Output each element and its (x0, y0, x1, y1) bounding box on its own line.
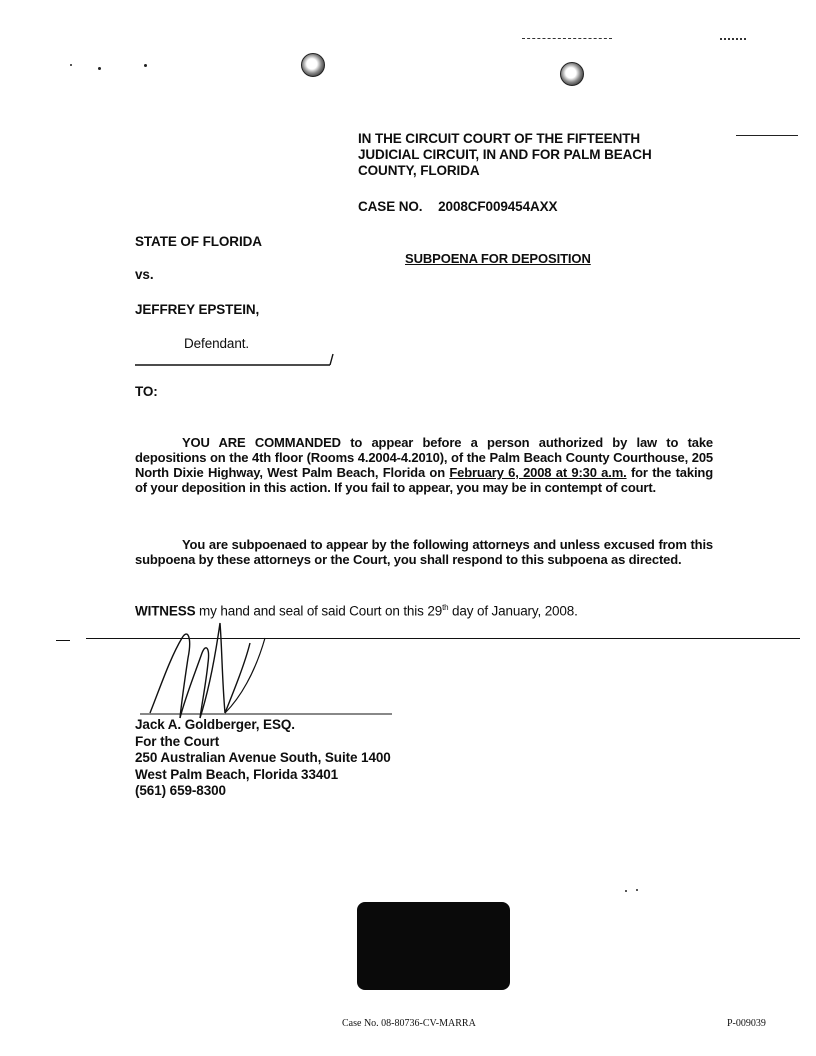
attorney-phone: (561) 659-8300 (135, 783, 226, 798)
scan-speck (144, 64, 147, 67)
scan-speck (98, 67, 101, 70)
witness-label: WITNESS (135, 603, 196, 619)
attorney-address-line: West Palm Beach, Florida 33401 (135, 766, 339, 782)
signature-block (135, 717, 391, 800)
command-paragraph (135, 435, 713, 495)
command-text: YOU ARE COMMANDED to appear before a person authorized by law to take depositions on the 4th floor (Rooms 4.2004-4.2010), of the Palm Beach County Courthouse, 205 North Dixie Highway, West Palm Beach, Florida on (135, 435, 713, 480)
punch-hole-icon (301, 53, 325, 77)
footer-page-id: P-009039 (727, 1018, 766, 1029)
versus: vs. (135, 267, 154, 282)
witness-superscript: th (442, 603, 449, 612)
court-header-line: IN THE CIRCUIT COURT OF THE FIFTEENTH (358, 131, 641, 146)
scan-speck (625, 890, 627, 892)
caption-rule (134, 350, 339, 370)
redaction-block (357, 902, 510, 990)
attorney-name: Jack A. Goldberger, ESQ. (135, 717, 295, 732)
deposition-date: February 6, 2008 at 9:30 a.m. (449, 465, 627, 480)
attorney-address-line: 250 Australian Avenue South, Suite 1400 (135, 750, 391, 765)
attorney-role: For the Court (135, 733, 220, 749)
defendant-name: JEFFREY EPSTEIN, (135, 302, 260, 317)
scan-dashes (522, 38, 612, 39)
case-number: 2008CF009454AXX (438, 199, 558, 214)
scan-line (736, 135, 798, 136)
footer-case-number: Case No. 08-80736-CV-MARRA (342, 1018, 476, 1029)
punch-hole-icon (560, 62, 584, 86)
witness-text-end: day of January, 2008. (448, 603, 578, 619)
court-header-line: COUNTY, FLORIDA (358, 163, 480, 178)
witness-line (135, 600, 713, 619)
margin-mark (56, 640, 70, 641)
court-header (358, 131, 728, 179)
case-number-line (358, 199, 557, 215)
scan-speck (636, 889, 638, 891)
plaintiff: STATE OF FLORIDA (135, 234, 262, 249)
document-title: SUBPOENA FOR DEPOSITION (405, 251, 591, 266)
case-number-label: CASE NO. (358, 199, 423, 214)
command-text-rest: for the taking of your deposition in this action. If you fail to appear, you may be in contempt of court. (135, 465, 713, 495)
to-label: TO: (135, 384, 158, 399)
witness-text: my hand and seal of said Court on this 29 (195, 603, 443, 619)
defendant-label: Defendant. (184, 336, 250, 351)
scan-speck (70, 64, 72, 66)
signature-image (130, 618, 410, 733)
subpoena-paragraph: You are subpoenaed to appear by the following attorneys and unless excused from this subpoena by these attorneys or the Court, you shall respond to this subpoena as directed. (135, 537, 713, 567)
scan-dashes (720, 38, 746, 40)
court-header-line: JUDICIAL CIRCUIT, IN AND FOR PALM BEACH (358, 147, 652, 162)
